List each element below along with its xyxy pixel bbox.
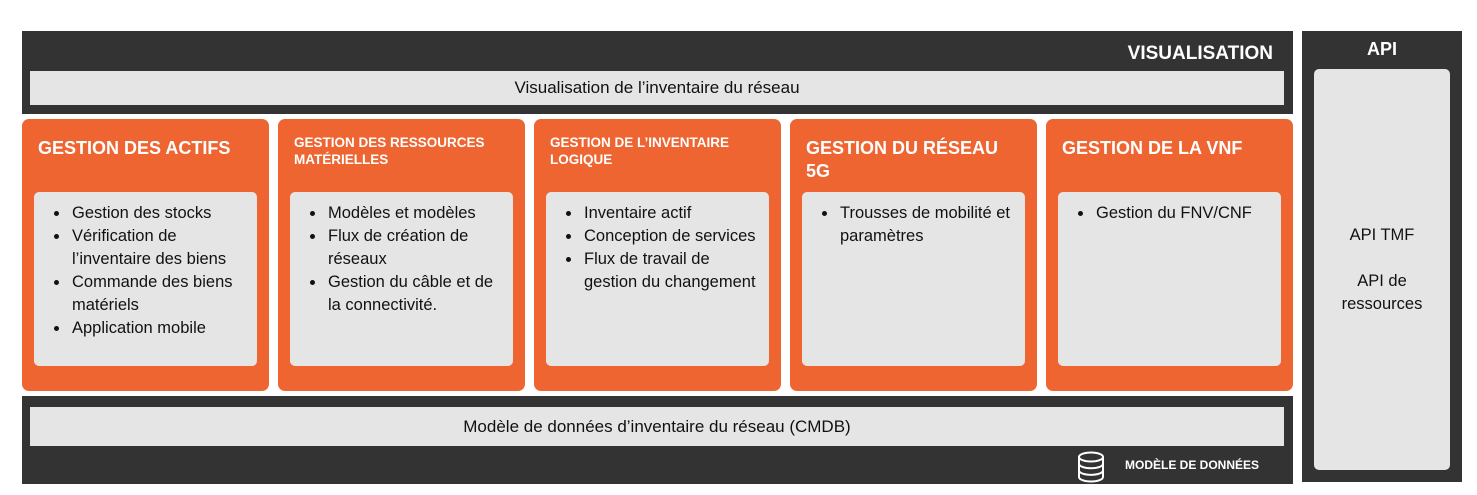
list-item: • Flux de travail de gestion du changement <box>582 248 761 294</box>
list-item: • Conception de services <box>582 225 761 248</box>
list-item: • Inventaire actif <box>582 202 761 225</box>
list-item: • Modèles et modèles <box>326 202 505 225</box>
api-item-tmf: API TMF <box>1349 225 1415 244</box>
api-content <box>1314 69 1450 470</box>
list-item: • Flux de création de réseaux <box>326 225 505 271</box>
list-item: • Gestion du câble et de la connectivité. <box>326 271 505 317</box>
module-content <box>802 192 1025 366</box>
list-item: • Gestion du FNV/CNF <box>1094 202 1273 225</box>
list-item: • Vérification de l’inventaire des biens <box>70 225 249 271</box>
module-gestion-vnf <box>1046 119 1293 391</box>
list-item: • Application mobile <box>70 317 249 340</box>
module-content <box>34 192 257 366</box>
module-title: GESTION DU RÉSEAU 5G <box>806 138 999 181</box>
module-gestion-reseau-5g <box>790 119 1037 391</box>
visualisation-title: VISUALISATION <box>1127 43 1273 64</box>
module-title: GESTION DE LA VNF <box>1062 138 1243 158</box>
module-title: GESTION DES RESSOURCES MATÉRIELLES <box>294 135 485 167</box>
database-icon <box>1076 451 1106 483</box>
visualisation-band <box>22 31 1293 114</box>
module-content <box>290 192 513 366</box>
data-model-bar: Modèle de données d’inventaire du réseau (CMDB) <box>30 407 1284 446</box>
module-gestion-ressources <box>278 119 525 391</box>
module-title: GESTION DES ACTIFS <box>38 138 231 158</box>
module-content <box>1058 192 1281 366</box>
module-gestion-inventaire-logique <box>534 119 781 391</box>
list-item: • Commande des biens matériels <box>70 271 249 317</box>
module-content <box>546 192 769 366</box>
list-item: • Gestion des stocks <box>70 202 249 225</box>
visualisation-bar: Visualisation de l’inventaire du réseau <box>30 71 1284 105</box>
data-model-label: MODÈLE DE DONNÉES <box>1125 458 1260 472</box>
list-item: • Trousses de mobilité et paramètres <box>838 202 1017 248</box>
module-title: GESTION DE L’INVENTAIRE LOGIQUE <box>550 135 730 167</box>
module-gestion-actifs <box>22 119 269 391</box>
api-item-ressources: API de ressources <box>1341 271 1423 313</box>
api-title: API <box>1366 39 1397 59</box>
